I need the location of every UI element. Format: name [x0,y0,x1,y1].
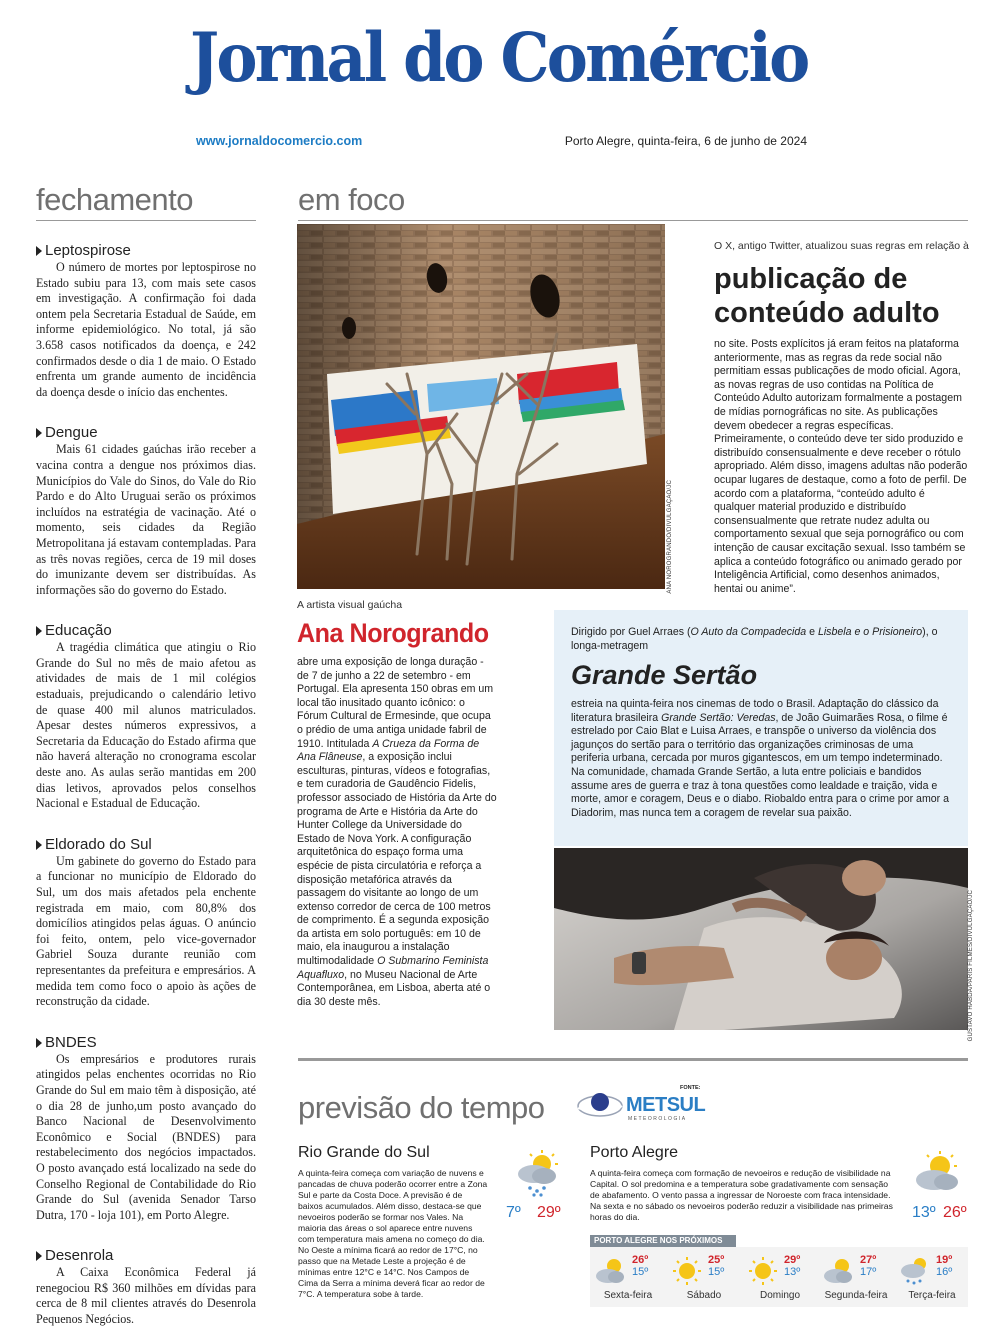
sun-icon [670,1256,704,1286]
day-name: Terça-feira [908,1290,956,1301]
triangle-bullet-icon [36,1251,42,1261]
photo-credit: ANA NOROGRANDO/DIVULGAÇÃO/JC [667,480,673,594]
film-still-photo [554,848,968,1030]
brief-text: Os empresários e produtores rurais atingidos pelas enchentes ocorridas no Rio Grande do Sul em maio têm à disposição, até o dia 28 de junho,um posto avançado do Banco Nacional de Desenvolvimento Econômico e Social (BNDES) para restabelecimento dos negócios impactados. O posto avançado está localizado na sede do Conselho Regional de Contabilidade do Rio Grande do Sul (avenida Senador Tarso Dutra, 170 - loja 101), em Porto Alegre. [36,1051,256,1222]
brief-title: BNDES [45,1033,97,1051]
brief-leptospirose [36,242,256,400]
day-name: Sábado [686,1290,722,1301]
day-min: 17º [860,1266,877,1278]
region-text-rs: A quinta-feira começa com variação de nuvens e pancadas de chuva poderão ocorrer entre a Zona Sul e parte da Costa Doce. A previsão é de baixos acumulados. Além disso, destaca-se que nevoeiros poderão se formar nos Vales. Na maioria das áreas o sol aparece entre nuvens com temperatura mais amena no começo do dia. No Oeste a mínima ficará ao redor de 17°C, no passo que na Metade Leste a projeção é de mínimas entre 12°C e 14°C. Nos Campos de Cima da Serra a mínima deverá ficar ao redor de 7°C. A temperatura sobe à tarde. [298,1168,488,1299]
website-link[interactable]: www.jornaldocomercio.com [196,134,363,148]
temp-min-poa: 13º [912,1204,936,1221]
ana-body: abre uma exposição de longa duração - de 7 de junho a 22 de setembro - em Portugal. Ela apresenta 150 obras em um local tão inusitado quanto icônico: o Fórum Cultural de Ermesinde, que ocupa o prédio de uma antiga unidade fabril de 1910. Intitulada A Crueza da Forma de Ana Flâneuse, a exposição inclui esculturas, pinturas, vídeos e fotografias, e tem curadoria de Gaudêncio Fidelis, professor associado de História da Arte do programa de Arte e História da Arte do Hunter College da Universidade do Estado de Nova York. A configuração arquitetônica do espaço forma uma espécie de pista circulatória e reforça a disposição metafórica através da passagem do visitante ao longo de um extenso corredor de cerca de 100 metros de comprimento. É a segunda exposição da artista em solo português: em 10 de maio, ela inaugurou a instalação multimodalidade O Submarino Feminista Aquafluxo, no Museu Nacional de Arte Contemporânea, em Lisboa, aberta até o dia 30 deste mês. [297,656,497,1008]
day-max: 29º [784,1254,801,1266]
edition-date: Porto Alegre, quinta-feira, 6 de junho de 2024 [564,134,807,148]
day-forecast [590,1250,666,1306]
triangle-bullet-icon [36,246,42,256]
temp-min-rs: 7º [506,1204,521,1221]
sun-cloud-rain-icon [510,1150,562,1198]
temp-max-rs: 29º [537,1204,561,1221]
brief-educacao [36,622,256,812]
day-min: 15º [708,1266,725,1278]
triangle-bullet-icon [36,840,42,850]
day-forecast [894,1250,970,1306]
sun-cloud-icon [594,1256,628,1286]
day-max: 26º [632,1254,649,1266]
masthead-title: Jornal do Comércio [190,18,808,97]
brief-title: Leptospirose [45,242,131,259]
day-min: 16º [936,1266,953,1278]
day-min: 13º [784,1266,801,1278]
divider [298,1058,968,1061]
section-heading-fechamento: fechamento [36,182,193,217]
x-kicker: O X, antigo Twitter, atualizou suas regras em relação à [714,240,969,252]
triangle-bullet-icon [36,626,42,636]
divider [36,220,256,221]
section-heading-weather: previsão do tempo [298,1090,545,1125]
exhibition-photo-illustration [297,224,665,589]
region-name-poa: Porto Alegre [590,1144,679,1161]
region-text-poa: A quinta-feira começa com formação de nevoeiros e redução de visibilidade na Capital. O sol predomina e a temperatura sobe gradativamente com sensação de abafamento. O vento passa a ingressar de Noroeste com fraca intensidade. Na sexta e no sábado os nevoeiros poderão reduzir a visibilidade nas primeiras horas do dia. [590,1168,893,1222]
day-max: 27º [860,1254,877,1266]
ana-headline: Ana Norogrando [297,618,489,648]
day-name: Segunda-feira [824,1290,888,1301]
brief-text: Um gabinete do governo do Estado para a funcionar no município de Eldorado do Sul, um dos mais afetados pela enchente registrada em maio, com 80,8% dos domicílios atingidos pelas águas. O anúncio foi feito, ontem, pelo vice-governador Gabriel Souza durante reunião com representantes da prefeitura e empresários. A medida tem como foco o apoio às ações de reconstrução da cidade. [36,853,256,1009]
x-body: no site. Posts explícitos já eram feitos na plataforma anteriormente, mas as regras da rede social não permitiam essas publicações de modo oficial. Agora, as novas regras de uso contidas na Política de Conteúdo Adulto autorizam formalmente a postagem de mídias pornográficas no site. As publicações devem obedecer a regras específicas. Primeiramente, o conteúdo deve ter sido produzido e distribuído consensualmente e deve receber o rótulo apropriado. Além disso, imagens adultas não poderão ocupar lugares de destaque, como a foto de perfil. De acordo com a plataforma, “conteúdo adulto é qualquer material produzido e distribuído consensualmente que retrate nudez adulta ou comportamento sexual que seja pornográfico ou com intenção de causar excitação sexual. Isso também se aplica a conteúdo fotográfico ou animado gerado por Inteligência Artificial, como desenhos animados, hentai ou anime”. [714,338,968,595]
section-heading-em-foco: em foco [298,182,405,217]
brief-title: Desenrola [45,1247,114,1265]
logo-subtitle: METEOROLOGIA [628,1116,687,1122]
brief-bndes [36,1034,256,1224]
globe-icon [574,1088,624,1124]
brief-title: Eldorado do Sul [45,835,152,853]
ana-kicker: A artista visual gaúcha [297,599,403,611]
triangle-bullet-icon [36,428,42,438]
sun-icon [746,1256,780,1286]
film-still-illustration [554,848,968,1030]
logo-wordmark: METSUL [626,1094,706,1116]
divider [298,220,968,221]
source-label: FONTE: [680,1085,701,1091]
brief-text: Mais 61 cidades gaúchas irão receber a vacina contra a dengue nos próximos dias. Municípios do Vale do Sinos, do Vale do Rio Pardo e do Alto Uruguai serão os próximos incluídos na estratégia de vacinação. Até o momento, seis cidades da Região Metropolitana já estavam contempladas. Para as três novas regiões, cerca de 19 mil doses do imunizante devem ser distribuídas. As informações são do governo do Estado. [36,442,256,597]
sun-cloud-icon [822,1256,856,1286]
triangle-bullet-icon [36,1038,42,1048]
x-headline: publicação de conteúdo adulto [714,263,940,329]
gs-body: estreia na quinta-feira nos cinemas de todo o Brasil. Adaptação do clássico da literatura brasileira Grande Sertão: Veredas, de João Guimarães Rosa, o filme é estrelado por Caio Blat e Luisa Arraes, e transpõe o universo da violência dos jagunços do sertão para o território das organizações criminosas de uma periferia urbana, cercada por muros gigantescos, em um tempo indeterminado. Na comunidade, chamada Grande Sertão, a luta entre policiais e bandidos assume ares de guerra e traz à tona questões como lealdade e traição, vida e morte, amor e coragem, Deus e o diabo. Riobaldo entra para o crime por amor a Diadorim, mas nunca tem a coragem de revelar sua paixão. [571,698,950,819]
metsul-logo [574,1085,706,1124]
briefs-column [36,242,256,1344]
day-forecast [666,1250,742,1306]
day-max: 25º [708,1254,725,1266]
brief-desenrola [36,1247,256,1327]
day-forecast [818,1250,894,1306]
rain-cloud-icon [898,1256,932,1286]
brief-title: Dengue [45,424,98,442]
day-name: Sexta-feira [603,1290,653,1301]
sun-cloud-icon [910,1150,962,1198]
temp-max-poa: 26º [943,1204,967,1221]
day-max: 19º [936,1254,953,1266]
exhibition-photo [297,224,665,589]
photo-credit: GUSTAVO HABDA/PARIS FILMES/DIVULGAÇÃO/JC [968,890,974,1042]
day-min: 15º [632,1266,649,1278]
region-name-rs: Rio Grande do Sul [298,1144,430,1161]
brief-text: O número de mortes por leptospirose no Estado subiu para 13, com mais sete casos em investigação. A confirmação foi dada ontem pela Secretaria Estadual de Saúde, em informe epidemiológico. No total, já são 3.658 casos notificados da doença, e 242 confirmados desde o dia 1 de maio. O Estado enfrenta um grande aumento de incidência da doença desde o início das enchentes. [36,260,256,399]
brief-eldorado [36,836,256,1010]
brief-title: Educação [45,622,112,640]
gs-headline: Grande Sertão [571,660,758,690]
brief-dengue [36,424,256,598]
day-name: Domingo [759,1290,801,1301]
brief-text: A Caixa Econômica Federal já renegociou R$ 360 milhões em dívidas para cerca de 8 mil clientes através do Desenrola Pequenos Negócios. [36,1265,256,1327]
brief-text: A tragédia climática que atingiu o Rio Grande do Sul no mês de maio afetou as atividades de mais de 1 mil colégios estaduais, prejudicando o calendário letivo de quase 400 mil alunos matriculados. Apesar destes números expressivos, a Secretaria da Educação do Estado afirma que não haverá alteração no cronograma escolar deste ano. As aulas serão mantidas em 200 dias letivos, aprovados pelos conselhos Nacional e Estadual de Educação. [36,640,256,811]
next-days-label: PORTO ALEGRE NOS PRÓXIMOS [590,1235,736,1247]
gs-kicker: Dirigido por Guel Arraes (O Auto da Compadecida e Lisbela e o Prisioneiro), o longa-metragem [571,626,938,652]
day-forecast [742,1250,818,1306]
